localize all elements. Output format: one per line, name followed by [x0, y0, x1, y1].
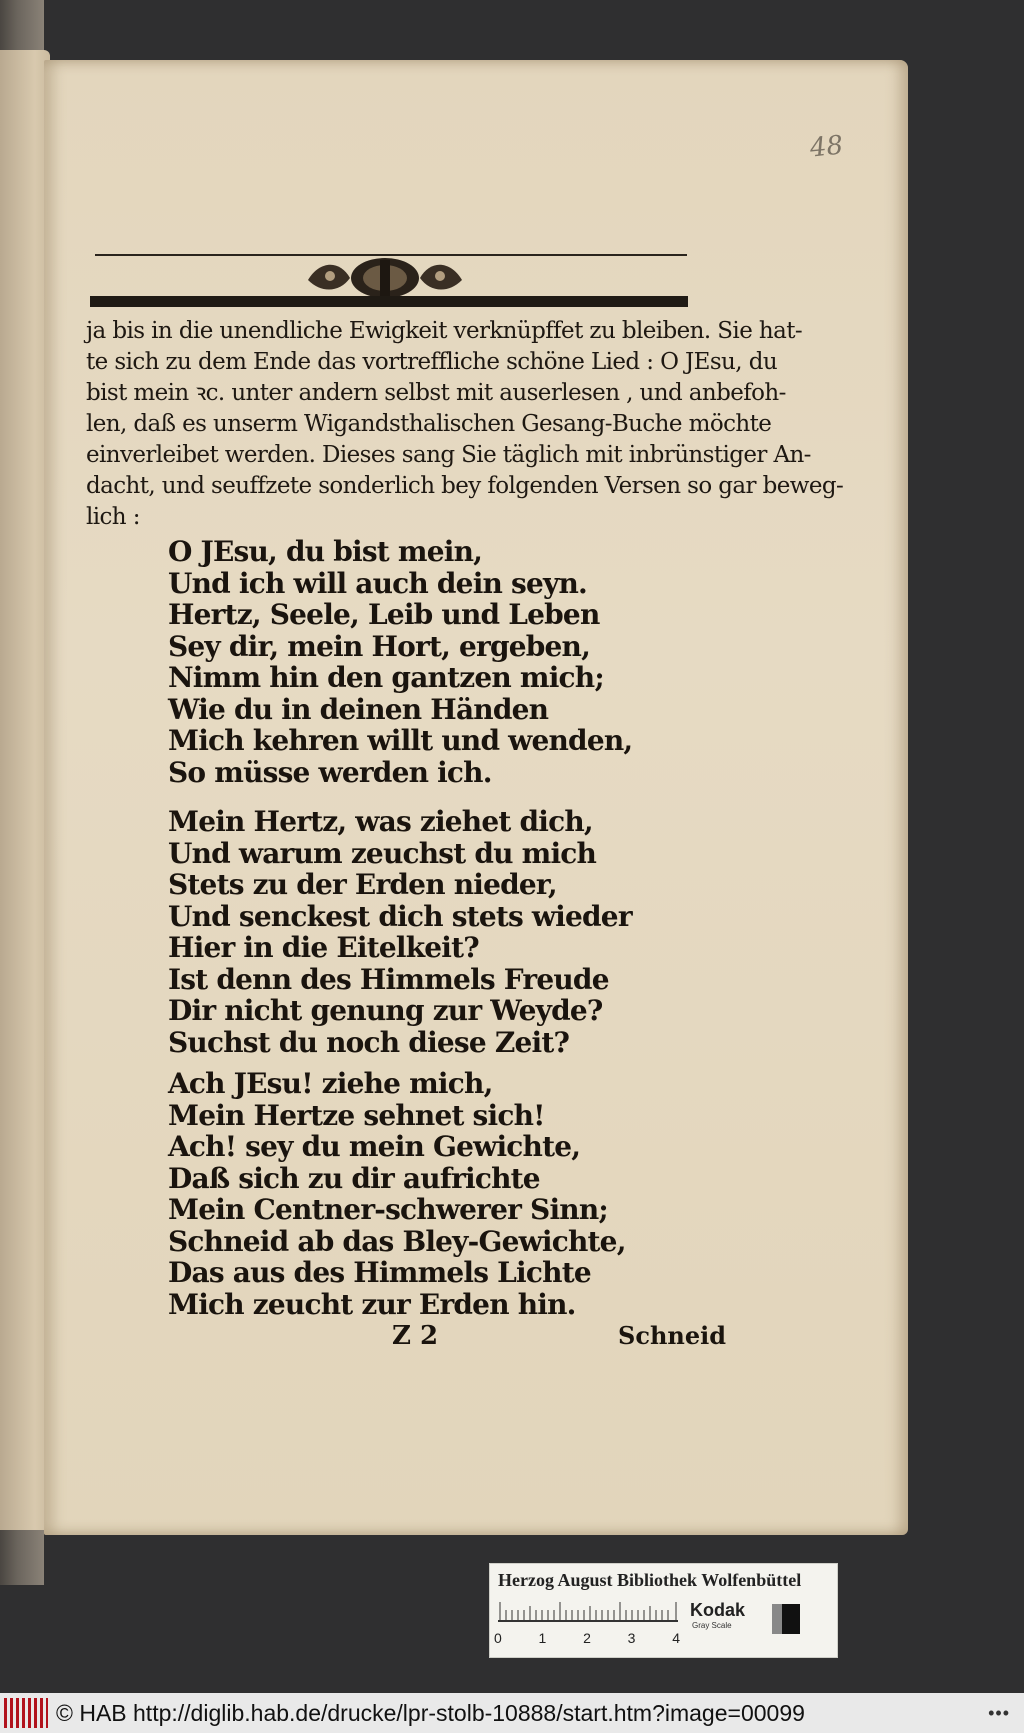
black-swatch [782, 1604, 800, 1634]
prose-line: te sich zu dem Ende das vortreffliche schöne Lied : O JEsu, du [86, 349, 778, 375]
verse-line: Mein Centner-schwerer Sinn; [168, 1193, 608, 1226]
verse-line: Mein Hertz, was ziehet dich, [168, 805, 593, 838]
signature-mark: Z 2 [392, 1321, 439, 1351]
verse-line: Und warum zeuchst du mich [168, 836, 597, 870]
previous-page-edge [0, 50, 50, 1530]
ruler-number: 1 [538, 1630, 547, 1646]
ruler-number: 4 [672, 1630, 680, 1646]
ruler-scale-icon [498, 1600, 678, 1624]
verse-line: Ach JEsu! ziehe mich, [168, 1067, 493, 1100]
header-rule-thick [90, 296, 688, 307]
verse-line: Dir nicht genung zur Weyde? [168, 994, 603, 1027]
verse-line: Schneid ab das Bley-Gewichte, [168, 1224, 626, 1258]
more-options-icon[interactable]: ••• [988, 1702, 1010, 1723]
verse-line: Mich kehren willt und wenden, [168, 724, 633, 757]
hymn-stanza-3 [168, 1068, 626, 1320]
verse-line: O JEsu, du bist mein, [168, 535, 483, 568]
verse-line: Hier in die Eitelkeit? [168, 931, 479, 964]
ruler-numbers [494, 1630, 680, 1646]
ruler-number: 0 [494, 1630, 502, 1646]
prose-line: len, daß es unserm Wigandsthalischen Gesang-Buche möchte [86, 411, 772, 437]
kodak-subtitle: Gray Scale [692, 1621, 732, 1630]
verse-line: Daß sich zu dir aufrichte [168, 1161, 540, 1195]
verse-line: Mich zeucht zur Erden hin. [168, 1287, 576, 1321]
library-color-target [489, 1563, 838, 1658]
prose-line: bist mein ꝛc. unter andern selbst mit auserlesen , und anbefoh- [86, 380, 786, 406]
hymn-stanza-1 [168, 536, 632, 788]
hab-logo-icon [4, 1698, 48, 1728]
gray-swatch [772, 1604, 782, 1634]
kodak-brand: Kodak [690, 1600, 746, 1620]
prose-line: einverleibet werden. Dieses sang Sie täglich mit inbrünstiger An- [86, 442, 811, 468]
source-url-text[interactable]: © HAB http://diglib.hab.de/drucke/lpr-stolb-10888/start.htm?image=00099 [56, 1699, 805, 1726]
library-name: Herzog August Bibliothek Wolfenbüttel [498, 1570, 802, 1590]
verse-line: So müsse werden ich. [168, 755, 492, 789]
verse-line: Mein Hertze sehnet sich! [168, 1098, 545, 1132]
verse-line: Hertz, Seele, Leib und Leben [168, 598, 600, 631]
verse-line: Wie du in deinen Händen [168, 692, 549, 726]
verse-line: Ist denn des Himmels Freude [168, 962, 609, 996]
ruler-number: 2 [583, 1630, 591, 1646]
verse-line: Suchst du noch diese Zeit? [168, 1025, 570, 1059]
verse-line: Nimm hin den gantzen mich; [168, 661, 604, 694]
prose-line: ja bis in die unendliche Ewigkeit verknüpffet zu bleiben. Sie hat- [86, 318, 803, 344]
ruler-number: 3 [627, 1630, 636, 1646]
footer-bar [0, 1693, 1024, 1733]
catchword: Schneid [618, 1321, 727, 1350]
verse-line: Und senckest dich stets wieder [168, 899, 632, 933]
folio-number: 48 [808, 130, 845, 164]
prose-line: dacht, und seuffzete sonderlich bey folgenden Versen so gar beweg- [86, 473, 844, 499]
prose-line: lich : [86, 504, 140, 530]
hymn-stanza-2 [168, 806, 632, 1058]
verse-line: Und ich will auch dein seyn. [168, 566, 587, 600]
verse-line: Sey dir, mein Hort, ergeben, [168, 629, 591, 663]
verse-line: Das aus des Himmels Lichte [168, 1256, 591, 1289]
prose-paragraph [86, 316, 844, 533]
verse-line: Stets zu der Erden nieder, [168, 868, 557, 901]
verse-line: Ach! sey du mein Gewichte, [168, 1130, 581, 1163]
